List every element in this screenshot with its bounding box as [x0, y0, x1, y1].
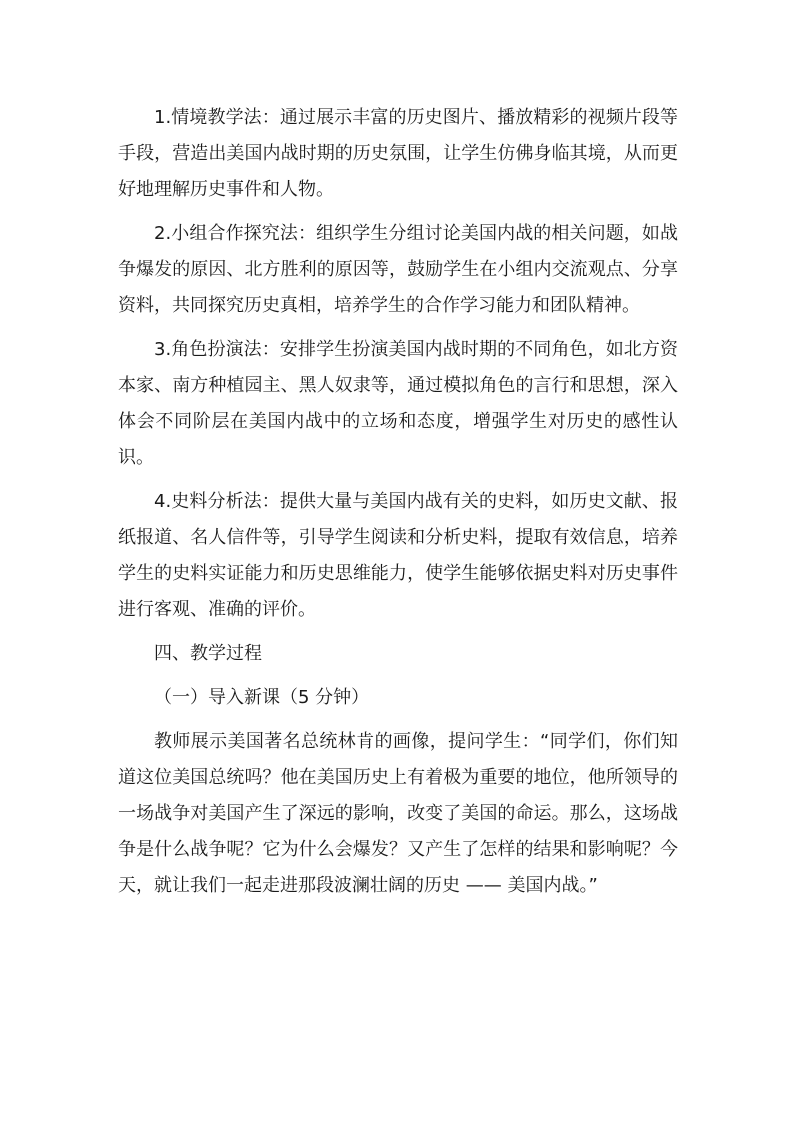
section-heading: 四、教学过程	[154, 643, 262, 664]
method-paragraph-group-inquiry: 2.小组合作探究法：组织学生分组讨论美国内战的相关问题，如战争爆发的原因、北方胜利的原因等，鼓励学生在小组内交流观点、分享资料，共同探究历史真相，培养学生的合作学习能力和团队精神。	[118, 223, 678, 316]
method-paragraph-source-analysis: 4.史料分析法：提供大量与美国内战有关的史料，如历史文献、报纸报道、名人信件等，引导学生阅读和分析史料，提取有效信息，培养学生的史料实证能力和历史思维能力，使学生能够依据史料对历史事件进行客观、准确的评价。	[118, 491, 678, 620]
method-paragraph-situational: 1.情境教学法：通过展示丰富的历史图片、播放精彩的视频片段等手段，营造出美国内战时期的历史氛围，让学生仿佛身临其境，从而更好地理解历史事件和人物。	[118, 107, 678, 200]
subsection-heading: （一）导入新课（5 分钟）	[154, 687, 370, 708]
intro-paragraph: 教师展示美国著名总统林肯的画像，提问学生：“同学们，你们知道这位美国总统吗？他在美国历史上有着极为重要的地位，他所领导的一场战争对美国产生了深远的影响，改变了美国的命运。那么，这场战争是什么战争呢？它为什么会爆发？又产生了怎样的结果和影响呢？今天，就让我们一起走进那段波澜壮阔的历史 —— 美国内战。”	[118, 731, 678, 896]
method-paragraph-role-play: 3.角色扮演法：安排学生扮演美国内战时期的不同角色，如北方资本家、南方种植园主、黑人奴隶等，通过模拟角色的言行和思想，深入体会不同阶层在美国内战中的立场和态度，增强学生对历史的感性认识。	[118, 339, 678, 468]
document-body	[118, 100, 678, 912]
